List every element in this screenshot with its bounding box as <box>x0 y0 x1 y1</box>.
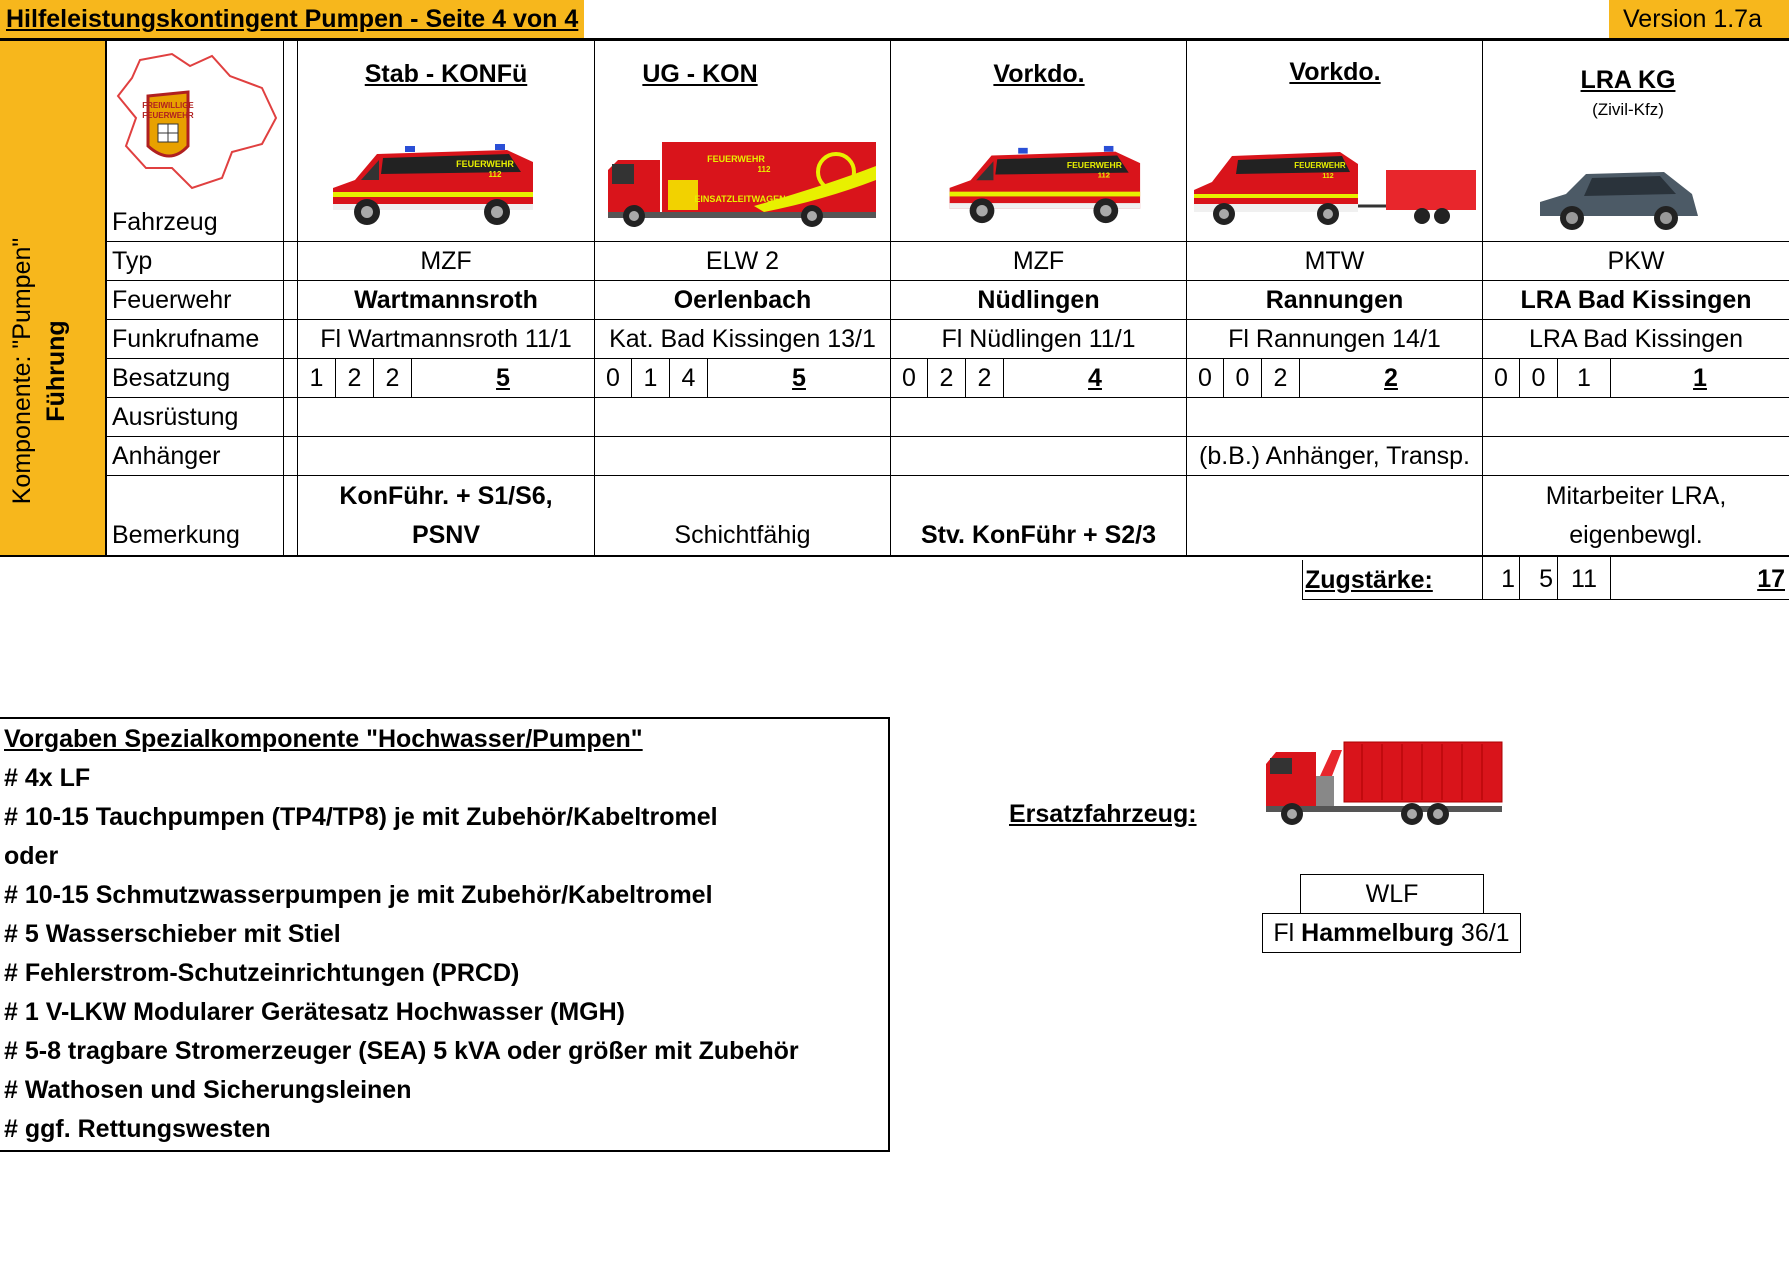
cell-typ: MZF <box>420 247 472 275</box>
cell-feuerwehr: Wartmannsroth <box>354 286 538 314</box>
requirement-item: # 4x LF <box>4 764 91 792</box>
cell-typ: MZF <box>1012 247 1065 275</box>
cell-typ: PKW <box>1607 247 1665 275</box>
row-divider <box>107 436 1789 437</box>
cell-funkrufname: Fl Rannungen 14/1 <box>1228 325 1441 353</box>
zug-value: 11 <box>1571 565 1597 593</box>
suv-image <box>1536 164 1702 234</box>
label-bemerkung: Bemerkung <box>112 521 240 549</box>
label-anhaenger: Anhänger <box>112 442 221 470</box>
cell-feuerwehr: LRA Bad Kissingen <box>1520 286 1752 314</box>
cell-funkrufname: LRA Bad Kissingen <box>1528 325 1744 353</box>
cell-funkrufname: Fl Nüdlingen 11/1 <box>941 325 1136 353</box>
mtw-lettering: 112 <box>1322 173 1334 180</box>
requirement-item: # Fehlerstrom-Schutzeinrichtungen (PRCD) <box>4 959 520 987</box>
van-trailer-image <box>1190 140 1480 232</box>
crew-total: 2 <box>1384 364 1398 392</box>
requirement-item: # 10-15 Tauchpumpen (TP4/TP8) je mit Zubehör/Kabeltromel <box>4 803 718 831</box>
crew-count: 0 <box>1494 364 1508 392</box>
requirements-title: Vorgaben Spezialkomponente "Hochwasser/Pumpen" <box>4 725 643 753</box>
crew-count: 2 <box>939 364 954 392</box>
label-fahrzeug: Fahrzeug <box>112 208 218 236</box>
label-besatzung: Besatzung <box>112 364 231 392</box>
column-heading: Vorkdo. <box>993 60 1085 88</box>
crew-total: 5 <box>792 364 806 392</box>
van-image <box>325 140 535 230</box>
zug-value: 1 <box>1501 565 1515 593</box>
wlf-truck-image <box>1262 736 1506 828</box>
component-sidebar <box>0 41 107 556</box>
logo-text: FEUERWEHR <box>142 111 194 120</box>
callsign-prefix: Fl <box>1273 919 1302 947</box>
callsign-suffix: 36/1 <box>1453 919 1510 947</box>
component-group: Führung <box>42 320 70 422</box>
label-feuerwehr: Feuerwehr <box>112 286 232 314</box>
requirement-item: # Wathosen und Sicherungsleinen <box>4 1076 412 1104</box>
column-heading: UG - KON <box>642 60 758 88</box>
replacement-callsign <box>1262 913 1521 953</box>
elw-lettering: FEUERWEHR <box>707 154 765 164</box>
replacement-type: WLF <box>1300 874 1484 914</box>
component-name: Komponente: "Pumpen" <box>8 237 36 505</box>
requirement-item: # ggf. Rettungswesten <box>4 1115 271 1143</box>
label-ausruestung: Ausrüstung <box>112 403 239 431</box>
crew-count: 0 <box>902 364 916 392</box>
crew-count: 2 <box>385 364 400 392</box>
van-lettering: 112 <box>1097 170 1111 180</box>
crew-count: 1 <box>1577 364 1591 392</box>
van-lettering: 112 <box>488 170 502 179</box>
cell-feuerwehr: Rannungen <box>1265 286 1404 314</box>
van-lettering: FEUERWEHR <box>456 159 514 169</box>
cell-typ: MTW <box>1304 247 1365 275</box>
column-heading: LRA KG <box>1580 66 1676 94</box>
row-divider <box>107 397 1789 398</box>
crew-count: 2 <box>347 364 362 392</box>
requirement-item: # 10-15 Schmutzwasserpumpen je mit Zubehör/Kabeltromel <box>4 881 713 909</box>
requirement-item: # 5 Wasserschieber mit Stiel <box>4 920 341 948</box>
van-lettering: FEUERWEHR <box>1066 159 1122 170</box>
cell-bemerkung: Mitarbeiter LRA, <box>1545 482 1727 510</box>
cell-bemerkung: PSNV <box>411 521 481 549</box>
row-divider <box>107 475 1789 476</box>
cell-typ: ELW 2 <box>705 247 780 275</box>
cell-bemerkung: Schichtfähig <box>674 521 811 549</box>
mtw-lettering: FEUERWEHR <box>1294 161 1346 170</box>
crew-count: 0 <box>1198 364 1212 392</box>
crew-total: 5 <box>496 364 510 392</box>
crew-count: 0 <box>1235 364 1250 392</box>
van-image <box>942 140 1142 230</box>
crew-count: 0 <box>1531 364 1546 392</box>
column-subheading: (Zivil-Kfz) <box>1592 100 1664 119</box>
crew-total: 4 <box>1088 364 1102 392</box>
callsign-name: Hammelburg <box>1301 919 1454 947</box>
component-label <box>5 116 105 626</box>
requirement-item: oder <box>4 842 59 870</box>
elw-lettering: 112 <box>757 165 771 174</box>
crew-count: 0 <box>606 364 620 392</box>
label-typ: Typ <box>112 247 153 275</box>
crew-count: 4 <box>681 364 696 392</box>
version-label: Version 1.7a <box>1609 0 1789 38</box>
col-divider <box>283 41 284 556</box>
column-heading: Stab - KONFü <box>364 60 528 88</box>
zug-value: 5 <box>1539 565 1553 593</box>
cell-anhaenger: (b.B.) Anhänger, Transp. <box>1199 442 1470 470</box>
label-funkrufname: Funkrufname <box>112 325 260 353</box>
cell-feuerwehr: Nüdlingen <box>977 286 1100 314</box>
requirement-item: # 5-8 tragbare Stromerzeuger (SEA) 5 kVA oder größer mit Zubehör <box>4 1037 799 1065</box>
zugstaerke-label: Zugstärke: <box>1305 566 1433 594</box>
fire-brigade-logo <box>112 48 282 199</box>
crew-count: 2 <box>1273 364 1288 392</box>
crew-count: 2 <box>977 364 992 392</box>
elw-lettering: EINSATZLEITWAGEN <box>694 194 786 204</box>
cell-bemerkung: Stv. KonFühr + S2/3 <box>921 521 1156 549</box>
page-title: Hilfeleistungskontingent Pumpen - Seite 4 von 4 <box>0 0 584 38</box>
cell-funkrufname: Kat. Bad Kissingen 13/1 <box>609 325 876 353</box>
crew-total: 1 <box>1693 364 1707 392</box>
zug-total: 17 <box>1757 565 1785 593</box>
crew-count: 1 <box>643 364 658 392</box>
requirement-item: # 1 V-LKW Modularer Gerätesatz Hochwasser (MGH) <box>4 998 625 1026</box>
logo-text: FREIWILLIGE <box>142 101 194 110</box>
crew-count: 1 <box>309 364 324 392</box>
replacement-label: Ersatzfahrzeug: <box>1009 800 1197 828</box>
cell-funkrufname: Fl Wartmannsroth 11/1 <box>320 325 572 353</box>
cell-bemerkung: eigenbewgl. <box>1569 521 1703 549</box>
cell-bemerkung: KonFühr. + S1/S6, <box>339 482 553 510</box>
cell-feuerwehr: Oerlenbach <box>673 286 812 314</box>
elw-truck-image <box>604 136 880 228</box>
table-bottom-rule <box>0 555 1789 557</box>
column-heading: Vorkdo. <box>1289 58 1381 86</box>
